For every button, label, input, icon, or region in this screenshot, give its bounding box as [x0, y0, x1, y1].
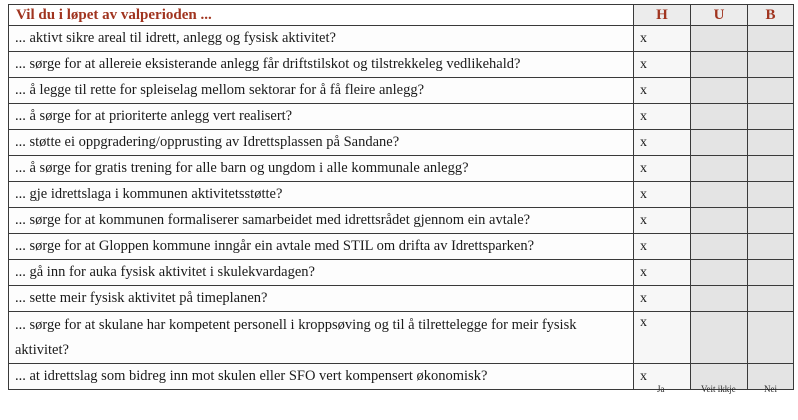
- table-row: [9, 104, 794, 130]
- table-row: [9, 182, 794, 208]
- answer-cell-h[interactable]: x: [634, 182, 691, 208]
- answer-cell-u[interactable]: [691, 312, 748, 364]
- answer-cell-h[interactable]: x: [634, 286, 691, 312]
- answer-cell-u[interactable]: [691, 130, 748, 156]
- table-row: [9, 78, 794, 104]
- answer-cell-h[interactable]: x: [634, 130, 691, 156]
- question-text: ... sørge for at kommunen formaliserer samarbeidet med idrettsrådet gjennom ein avtale?: [9, 208, 634, 234]
- column-header-b: B: [748, 5, 794, 26]
- answer-cell-h[interactable]: x: [634, 364, 691, 390]
- table-row: [9, 208, 794, 234]
- answer-cell-b[interactable]: [748, 26, 794, 52]
- column-header-h: H: [634, 5, 691, 26]
- answer-cell-u[interactable]: [691, 208, 748, 234]
- question-text: ... sørge for at Gloppen kommune inngår ein avtale med STIL om drifta av Idrettsparken?: [9, 234, 634, 260]
- table-row: [9, 130, 794, 156]
- column-header-u: U: [691, 5, 748, 26]
- answer-cell-h[interactable]: x: [634, 78, 691, 104]
- table-row: [9, 26, 794, 52]
- answer-cell-u[interactable]: [691, 26, 748, 52]
- survey-table: [8, 4, 794, 390]
- answer-cell-b[interactable]: [748, 312, 794, 364]
- question-text: ... gå inn for auka fysisk aktivitet i skulekvardagen?: [9, 260, 634, 286]
- legend-b-label: Nei: [764, 384, 777, 394]
- question-text: ... støtte ei oppgradering/opprusting av Idrettsplassen på Sandane?: [9, 130, 634, 156]
- question-text: ... sørge for at allereie eksisterande anlegg får driftstilskot og tilstrekkeleg vedlikehald?: [9, 52, 634, 78]
- question-header: Vil du i løpet av valperioden ...: [9, 5, 634, 26]
- answer-cell-h[interactable]: x: [634, 104, 691, 130]
- answer-legend: [633, 384, 793, 400]
- header-row: [9, 5, 794, 26]
- answer-cell-b[interactable]: [748, 182, 794, 208]
- answer-cell-b[interactable]: [748, 156, 794, 182]
- answer-cell-b[interactable]: [748, 234, 794, 260]
- legend-u-label: Veit ikkje: [701, 384, 736, 394]
- answer-cell-b[interactable]: [748, 130, 794, 156]
- answer-cell-b[interactable]: [748, 286, 794, 312]
- question-text: ... å legge til rette for spleiselag mellom sektorar for å få fleire anlegg?: [9, 78, 634, 104]
- table-row: [9, 234, 794, 260]
- answer-cell-h[interactable]: x: [634, 156, 691, 182]
- answer-cell-u[interactable]: [691, 156, 748, 182]
- answer-cell-b[interactable]: [748, 260, 794, 286]
- answer-cell-u[interactable]: [691, 260, 748, 286]
- answer-cell-h[interactable]: x: [634, 52, 691, 78]
- question-text: ... gje idrettslaga i kommunen aktivitetsstøtte?: [9, 182, 634, 208]
- answer-cell-b[interactable]: [748, 208, 794, 234]
- question-text: ... sette meir fysisk aktivitet på timeplanen?: [9, 286, 634, 312]
- question-text: ... å sørge for at prioriterte anlegg vert realisert?: [9, 104, 634, 130]
- legend-h-label: Ja: [657, 384, 665, 394]
- answer-cell-u[interactable]: [691, 52, 748, 78]
- question-text: ... sørge for at skulane har kompetent personell i kroppsøving og til å tilrettelegge for meir fysisk aktivitet?: [9, 312, 634, 364]
- table-row: [9, 156, 794, 182]
- question-text: ... aktivt sikre areal til idrett, anlegg og fysisk aktivitet?: [9, 26, 634, 52]
- answer-cell-b[interactable]: [748, 52, 794, 78]
- answer-cell-h[interactable]: x: [634, 260, 691, 286]
- answer-cell-u[interactable]: [691, 182, 748, 208]
- table-row: [9, 260, 794, 286]
- answer-cell-h[interactable]: x: [634, 208, 691, 234]
- answer-cell-h[interactable]: x: [634, 26, 691, 52]
- question-text: ... å sørge for gratis trening for alle barn og ungdom i alle kommunale anlegg?: [9, 156, 634, 182]
- survey-sheet: [8, 4, 793, 390]
- answer-cell-u[interactable]: [691, 286, 748, 312]
- answer-cell-u[interactable]: [691, 234, 748, 260]
- question-text: ... at idrettslag som bidreg inn mot skulen eller SFO vert kompensert økonomisk?: [9, 364, 634, 390]
- answer-cell-h[interactable]: x: [634, 234, 691, 260]
- table-row: [9, 52, 794, 78]
- answer-cell-b[interactable]: [748, 78, 794, 104]
- table-row: [9, 312, 794, 364]
- answer-cell-b[interactable]: [748, 104, 794, 130]
- answer-cell-u[interactable]: [691, 104, 748, 130]
- answer-cell-h[interactable]: x: [634, 312, 691, 364]
- table-row: [9, 286, 794, 312]
- answer-cell-u[interactable]: [691, 78, 748, 104]
